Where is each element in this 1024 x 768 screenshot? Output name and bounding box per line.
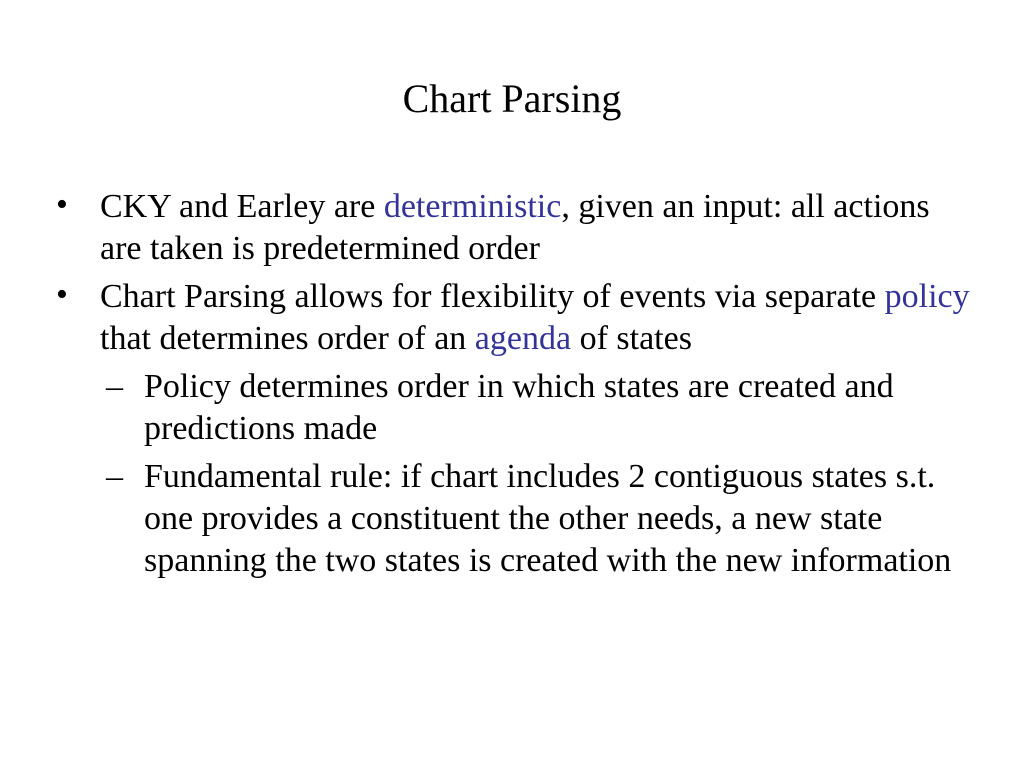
highlight-term: agenda [474,320,572,357]
bullet-marker: • [56,186,68,223]
sub-bullet-text: Policy determines order in which states are created and predictions made [144,368,894,447]
highlight-term: policy [884,278,970,315]
sub-bullet-item [54,456,974,582]
bullet-item [54,276,974,360]
dash-marker: – [106,458,123,495]
sub-bullet-text: Fundamental rule: if chart includes 2 contiguous states s.t. one provides a constituent the other needs, a new state spanning the two states is created with the new information [144,458,952,579]
bullet-text-segment: of states [571,320,692,357]
bullet-item [54,186,974,270]
bullet-marker: • [56,276,68,313]
slide-body [54,186,974,588]
highlight-term: deterministic [383,188,562,225]
bullet-text-segment: , given an input: all actions are taken is predetermined order [100,188,930,267]
bullet-text-segment: CKY and Earley are [100,188,384,225]
bullet-text-segment: that determines order of an [100,320,475,357]
sub-bullet-item [54,366,974,450]
bullet-text-segment: Chart Parsing allows for flexibility of events via separate [100,278,885,315]
slide-title: Chart Parsing [402,76,622,121]
dash-marker: – [106,368,123,405]
